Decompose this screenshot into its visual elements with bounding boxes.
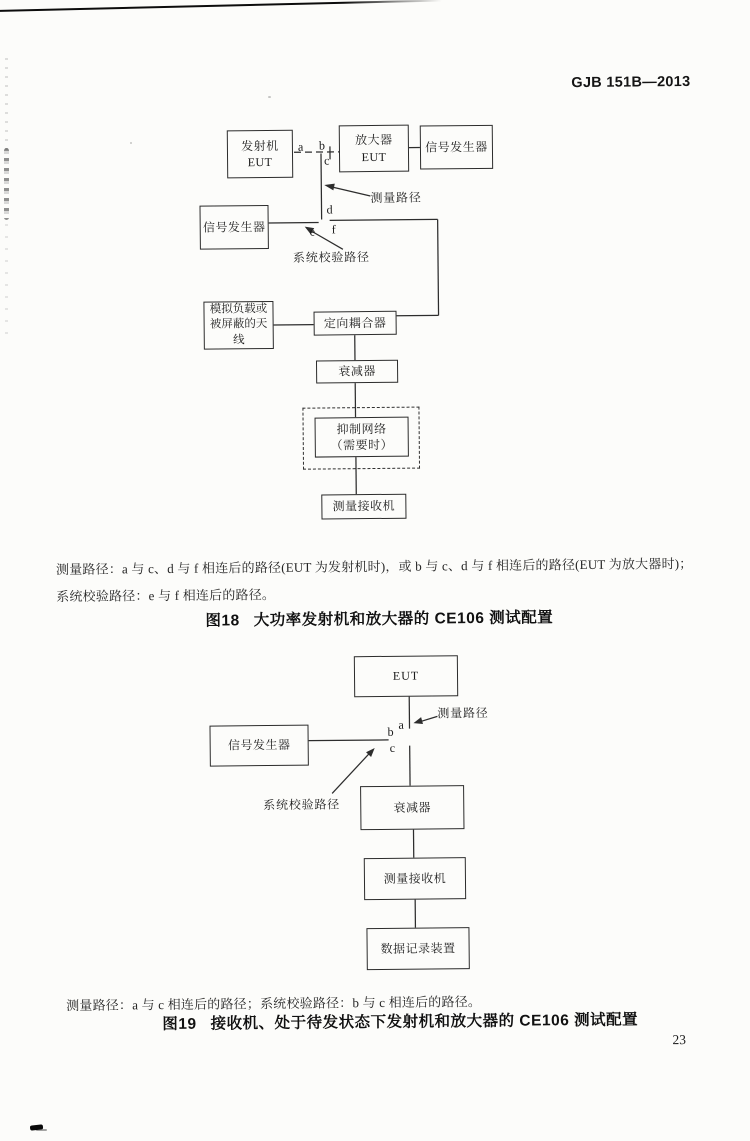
figure18-note-2: 系统校验路径：e 与 f 相连后的路径。 [56, 586, 276, 605]
box-label: 定向耦合器 [323, 315, 387, 331]
box-label: 放大器 [355, 133, 393, 148]
box-label: 发射机 [241, 138, 279, 154]
point-d: d [326, 202, 333, 217]
figure19-caption-number: 图19 [162, 1015, 197, 1034]
figure19-note-1: 测量路径：a 与 c 相连后的路径；系统校验路径：b 与 c 相连后的路径。 [66, 994, 482, 1013]
figure19-caption [162, 1007, 638, 1034]
connector-right-down [438, 219, 439, 315]
page-number: 23 [672, 1032, 687, 1048]
figure18-caption-number: 图18 [205, 612, 240, 630]
annotation-calibration-path-2: 系统校验路径 [263, 797, 341, 813]
figure18-caption-text: 大功率发射机和放大器的 CE106 测试配置 [253, 609, 554, 630]
point-a2: a [398, 717, 404, 732]
box-data-recorder [366, 927, 469, 970]
box-label: EUT [361, 149, 387, 164]
arrow-measure-path-shaft [329, 186, 370, 196]
box-label: 衰减器 [338, 364, 376, 379]
box-measurement-receiver [321, 494, 406, 520]
box-attenuator [316, 360, 398, 384]
annotation-calibration-path: 系统校验路径 [292, 250, 370, 265]
box-label: 信号发生器 [227, 738, 291, 753]
figure19-caption-text: 接收机、处于待发状态下发射机和放大器的 CE106 测试配置 [210, 1011, 639, 1033]
box-label: 数据记录装置 [380, 941, 456, 956]
box-suppression-network [315, 417, 409, 458]
point-a: a [297, 139, 304, 154]
arrow-measure-path-head-2 [413, 717, 423, 724]
box-attenuator-2 [360, 785, 464, 830]
box-label: 信号发生器 [202, 219, 266, 235]
box-signal-generator-top [420, 125, 493, 170]
box-label: 模拟负载或 [209, 302, 268, 316]
box-label: 测量接收机 [383, 871, 447, 886]
box-simulated-load [203, 301, 273, 350]
box-label: 抑制网络 [336, 421, 387, 437]
box-signal-generator-left [199, 205, 268, 250]
box-label: 被屏蔽的天线 [209, 318, 268, 347]
figure18-note-1: 测量路径：a 与 c、d 与 f 相连后的路径(EUT 为发射机时)，或 b 与 c、d 与 f 相连后的路径(EUT 为放大器时)； [55, 555, 693, 578]
box-label: （需要时） [330, 437, 394, 453]
box-eut [354, 655, 458, 697]
connector-siggen-to-b [309, 740, 389, 741]
box-directional-coupler [314, 311, 397, 336]
point-e: e [309, 224, 316, 239]
arrow-measure-path-shaft-2 [420, 716, 437, 721]
point-c2: c [389, 740, 396, 755]
point-c: c [323, 153, 330, 168]
figure18-caption [205, 605, 553, 630]
box-label: 衰减器 [393, 800, 432, 815]
box-measurement-receiver-2 [364, 857, 466, 900]
box-amplifier-eut [339, 125, 409, 173]
point-f: f [331, 222, 336, 237]
box-label: EUT [247, 154, 273, 170]
connector-f-right [330, 219, 438, 220]
arrow-measure-path-head [324, 184, 335, 191]
box-signal-generator [209, 725, 308, 767]
box-transmitter-eut [227, 130, 293, 179]
point-b: b [318, 138, 325, 153]
annotation-measurement-path: 测量路径 [370, 190, 422, 206]
annotation-measurement-path-2: 测量路径 [437, 705, 489, 721]
box-label: 测量接收机 [332, 499, 396, 514]
point-b2: b [387, 724, 394, 739]
connector-c-to-d [321, 153, 322, 219]
box-label: EUT [392, 668, 420, 684]
box-label: 信号发生器 [425, 139, 488, 155]
standard-number: GJB 151B—2013 [571, 73, 691, 92]
